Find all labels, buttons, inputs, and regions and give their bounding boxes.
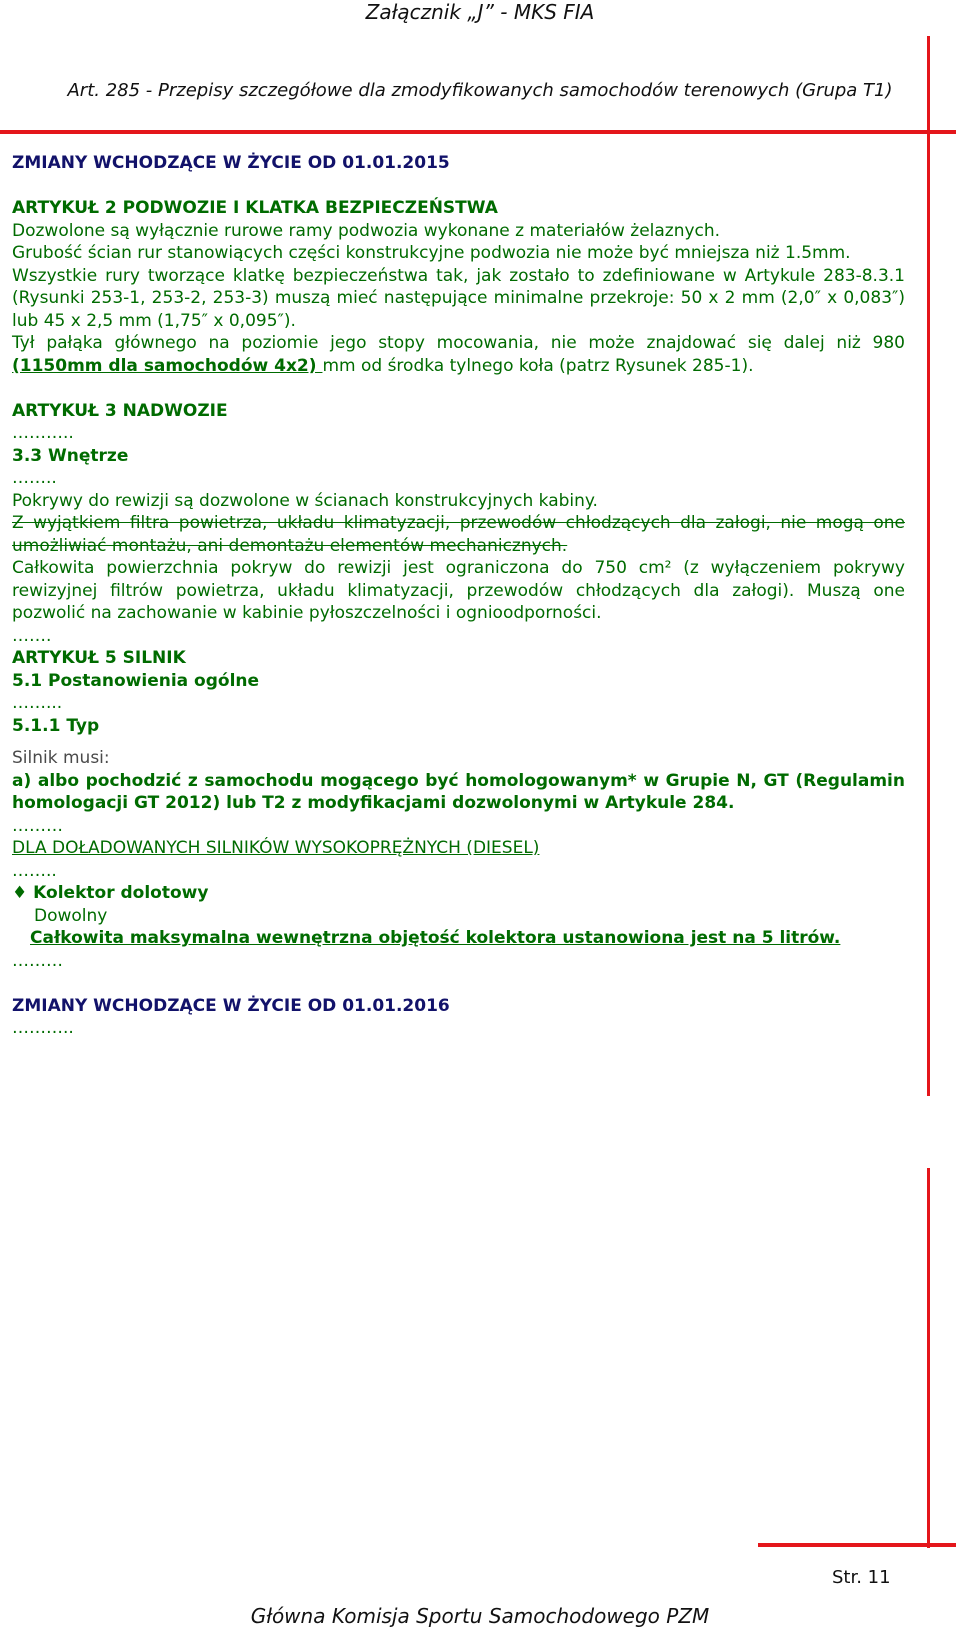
header-subtitle: Art. 285 - Przepisy szczegółowe dla zmodyfikowanych samochodów terenowych (Grupa T1) bbox=[67, 80, 893, 101]
article-3-heading: ARTYKUŁ 3 NADWOZIE bbox=[12, 400, 228, 421]
article-5-1-1-heading: 5.1.1 Typ bbox=[12, 715, 100, 736]
ellipsis: …….. bbox=[12, 468, 57, 488]
margin-rule-bottom bbox=[927, 1168, 930, 1548]
article-2-p4-start: Tył pałąka głównego na poziomie jego stopy mocowania, nie może znajdować się dalej niż 980 bbox=[12, 333, 905, 353]
article-5-1-heading: 5.1 Postanowienia ogólne bbox=[12, 670, 260, 691]
article-2-p4 bbox=[12, 332, 905, 377]
article-2-p3: Wszystkie rury tworzące klatkę bezpieczeństwa tak, jak zostało to zdefiniowane w Artykule 283-8.3.1 (Rysunki 253-1, 253-2, 253-3) muszą mieć następujące minimalne przekroje: 50 x 2 mm (2,0″ x 0,083″) lub 45 x 2,5 mm (1,75″ x 0,095″). bbox=[12, 265, 905, 331]
section-2016-heading: ZMIANY WCHODZĄCE W ŻYCIE OD 01.01.2016 bbox=[12, 995, 450, 1016]
document-body bbox=[12, 152, 905, 1040]
article-5-heading: ARTYKUŁ 5 SILNIK bbox=[12, 648, 186, 668]
article-2-p1: Dozwolone są wyłącznie rurowe ramy podwozia wykonane z materiałów żelaznych. bbox=[12, 220, 721, 241]
article-2-p4-insert: (1150mm dla samochodów 4x2) bbox=[12, 355, 323, 376]
diamond-bullet-icon: ♦ bbox=[12, 883, 28, 903]
article-3-p2: Całkowita powierzchnia pokryw do rewizji jest ograniczona do 750 cm² (z wyłączeniem pokrywy rewizyjnej filtrów powietrza, układu klimatyzacji, przewodów chłodzących dla załogi). Muszą one pozwolić na zachowanie w kabinie pyłoszczelności i ognioodporności. bbox=[12, 558, 905, 623]
article-3-3-heading: 3.3 Wnętrze bbox=[12, 445, 129, 466]
ellipsis: ……….. bbox=[12, 1018, 74, 1038]
article-2-p2: Grubość ścian rur stanowiących części konstrukcyjne podwozia nie może być mniejsza niż 1.5mm. bbox=[12, 243, 851, 263]
ellipsis: ……….. bbox=[12, 423, 74, 443]
header-title: Załącznik „J” - MKS FIA bbox=[365, 0, 595, 24]
engine-rule-a: a) albo pochodzić z samochodu mogącego być homologowanym* w Grupie N, GT (Regulamin homologacji GT 2012) lub T2 z modyfikacjami dozwolonymi w Artykule 284. bbox=[12, 770, 905, 813]
article-3-struck-text: Z wyjątkiem filtra powietrza, układu klimatyzacji, przewodów chłodzących dla załogi, nie mogą one umożliwiać montażu, ani demontażu elementów mechanicznych. bbox=[12, 513, 905, 556]
page-number: Str. 11 bbox=[832, 1567, 891, 1588]
header-rule bbox=[0, 130, 956, 134]
article-2-heading: ARTYKUŁ 2 PODWOZIE I KLATKA BEZPIECZEŃSTWA bbox=[12, 198, 498, 218]
ellipsis: …….. bbox=[12, 860, 57, 881]
ellipsis: ……… bbox=[12, 950, 63, 971]
article-2-p4-end: mm od środka tylnego koła (patrz Rysunek 285-1). bbox=[322, 355, 754, 376]
section-2015-heading: ZMIANY WCHODZĄCE W ŻYCIE OD 01.01.2015 bbox=[12, 153, 450, 173]
footer-rule bbox=[758, 1543, 956, 1547]
engine-must: Silnik musi: bbox=[12, 748, 110, 768]
diesel-heading: DLA DOŁADOWANYCH SILNIKÓW WYSOKOPRĘŻNYCH (DIESEL) bbox=[12, 838, 540, 858]
article-3-p1: Pokrywy do rewizji są dozwolone w ścianach konstrukcyjnych kabiny. bbox=[12, 490, 598, 511]
ellipsis: ……… bbox=[12, 815, 63, 836]
ellipsis: ……... bbox=[12, 693, 63, 713]
bullet-rule: Całkowita maksymalna wewnętrzna objętość kolektora ustanowiona jest na 5 litrów. bbox=[30, 928, 841, 948]
ellipsis: ……. bbox=[12, 625, 52, 646]
bullet-free: Dowolny bbox=[34, 905, 108, 926]
bullet-heading bbox=[12, 882, 905, 905]
margin-rule-top bbox=[927, 36, 930, 1096]
bullet-title: Kolektor dolotowy bbox=[33, 883, 209, 903]
footer-organization: Główna Komisja Sportu Samochodowego PZM bbox=[250, 1604, 710, 1628]
